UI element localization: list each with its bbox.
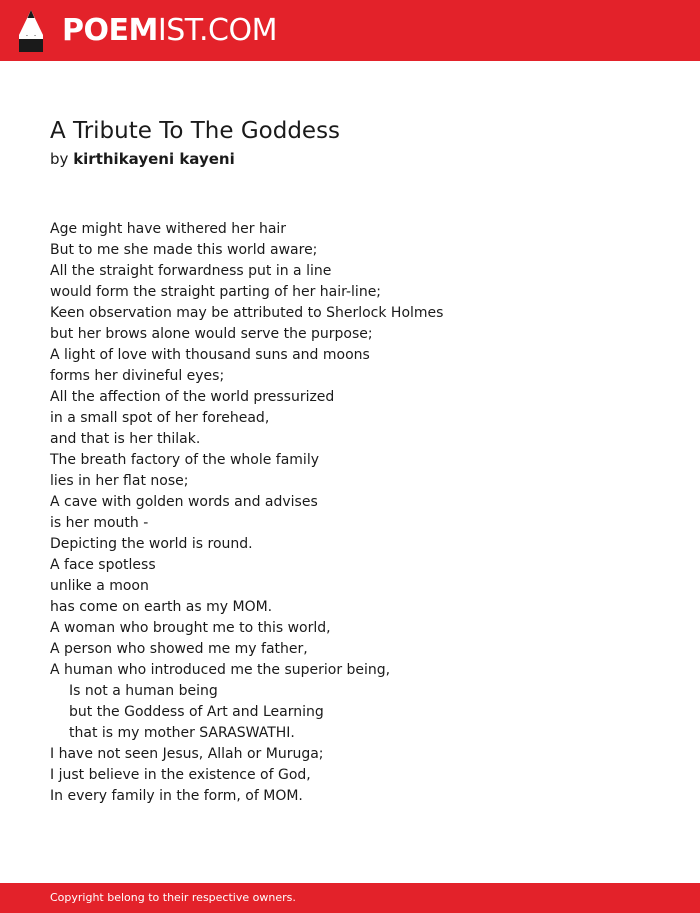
site-header (0, 0, 700, 61)
poem-line: A face spotless (50, 557, 156, 573)
poem-line: in a small spot of her forehead, (50, 410, 270, 426)
poem-body (50, 219, 670, 807)
poem-line: Age might have withered her hair (50, 221, 287, 237)
poem-line: I just believe in the existence of God, (50, 767, 311, 783)
poem-line: Depicting the world is round. (50, 536, 253, 552)
poem-line: but her brows alone would serve the purpose; (50, 326, 373, 342)
poem-line: All the affection of the world pressurized (50, 389, 335, 405)
byline-prefix: by (50, 150, 69, 168)
site-footer (0, 883, 700, 913)
poem-line: Keen observation may be attributed to Sherlock Holmes (50, 305, 444, 321)
poem-line: A human who introduced me the superior being, (50, 662, 391, 678)
poem-byline (50, 149, 235, 169)
poem-line: A person who showed me my father, (50, 641, 308, 657)
poem-line: is her mouth - (50, 515, 149, 531)
poem-line: forms her divineful eyes; (50, 368, 225, 384)
brand-light: IST.COM (157, 13, 277, 48)
poem-title: A Tribute To The Goddess (50, 118, 341, 144)
poem-line: but the Goddess of Art and Learning (69, 704, 324, 720)
poem-line: But to me she made this world aware; (50, 242, 318, 258)
poem-line: lies in her flat nose; (50, 473, 189, 489)
poem-line: I have not seen Jesus, Allah or Muruga; (50, 746, 324, 762)
poem-line: Is not a human being (69, 683, 218, 699)
copyright-text: Copyright belong to their respective owners. (50, 891, 296, 904)
pencil-tip-icon[interactable] (18, 9, 44, 53)
site-logo-text[interactable] (62, 13, 277, 49)
poem-line: and that is her thilak. (50, 431, 201, 447)
poem-line: that is my mother SARASWATHI. (69, 725, 295, 741)
poem-line: In every family in the form, of MOM. (50, 788, 303, 804)
poem-line: The breath factory of the whole family (50, 452, 320, 468)
poem-line: A woman who brought me to this world, (50, 620, 331, 636)
poem-line: unlike a moon (50, 578, 149, 594)
poem-line: All the straight forwardness put in a line (50, 263, 332, 279)
poem-line: would form the straight parting of her hair-line; (50, 284, 382, 300)
poem-line: A light of love with thousand suns and moons (50, 347, 370, 363)
brand-bold: POEM (62, 13, 158, 48)
poem-line: A cave with golden words and advises (50, 494, 318, 510)
author-name: kirthikayeni kayeni (73, 150, 235, 168)
poem-line: has come on earth as my MOM. (50, 599, 273, 615)
